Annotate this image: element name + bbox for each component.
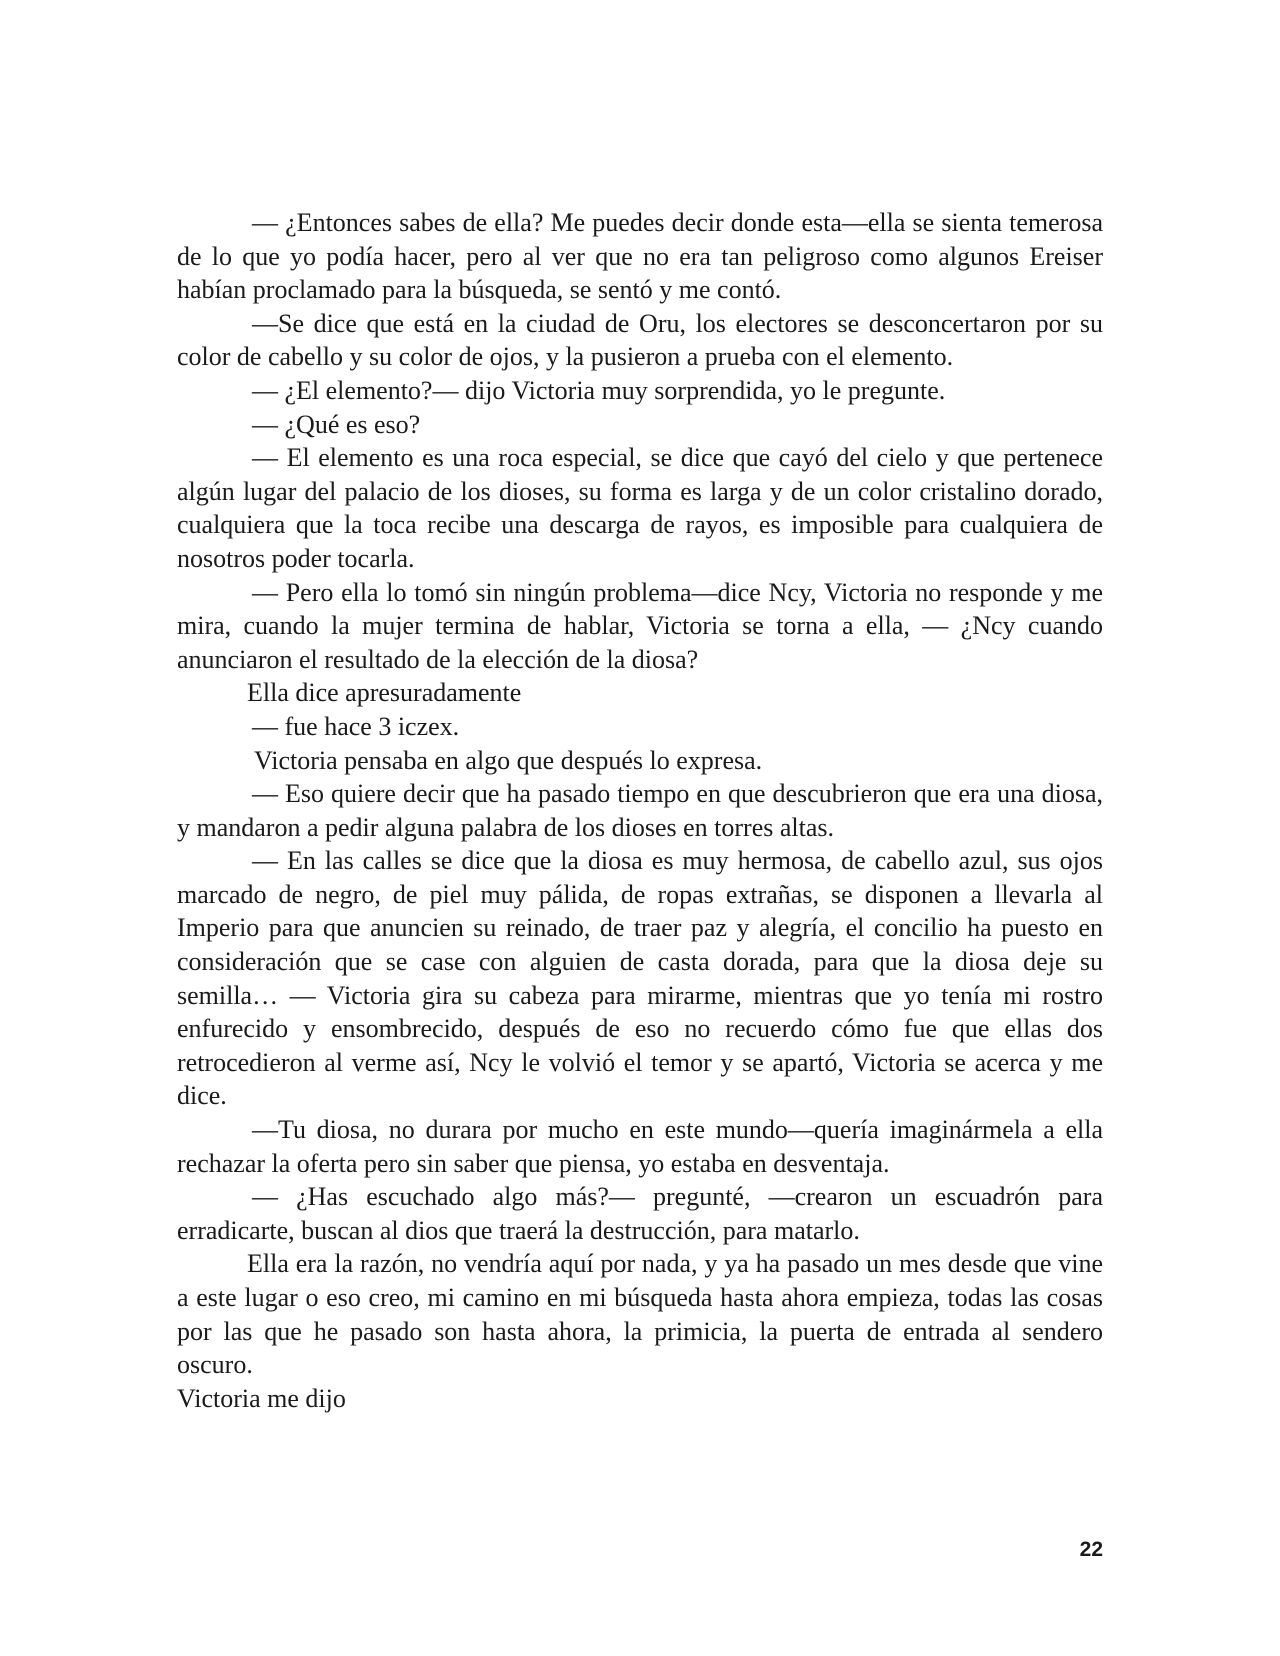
paragraph: Victoria me dijo bbox=[177, 1383, 346, 1413]
paragraph: — fue hace 3 iczex. bbox=[252, 711, 460, 741]
paragraph: — ¿El elemento?— dijo Victoria muy sorprendida, yo le pregunte. bbox=[252, 375, 946, 405]
paragraph: — ¿Has escuchado algo más?— pregunté, —crearon un escuadrón para erradicarte, buscan al dios que traerá la destrucción, para matarlo. bbox=[177, 1182, 1103, 1245]
paragraph: — El elemento es una roca especial, se dice que cayó del cielo y que pertenece algún lugar del palacio de los dioses, su forma es larga y de un color cristalino dorado, cualquiera que la toca recibe una descarga de rayos, es imposible para cualquiera de nosotros poder tocarla. bbox=[177, 443, 1103, 573]
body-text bbox=[177, 206, 1103, 1415]
paragraph: — ¿Entonces sabes de ella? Me puedes decir donde esta—ella se sienta temerosa de lo que yo podía hacer, pero al ver que no era tan peligroso como algunos Ereiser habían proclamado para la búsqueda, se sentó y me contó. bbox=[177, 208, 1103, 305]
paragraph: — Eso quiere decir que ha pasado tiempo en que descubrieron que era una diosa, y mandaron a pedir alguna palabra de los dioses en torres altas. bbox=[177, 779, 1103, 842]
paragraph: —Tu diosa, no durara por mucho en este mundo—quería imaginármela a ella rechazar la oferta pero sin saber que piensa, yo estaba en desventaja. bbox=[177, 1115, 1103, 1178]
paragraph: — En las calles se dice que la diosa es muy hermosa, de cabello azul, sus ojos marcado de negro, de piel muy pálida, de ropas extrañas, se disponen a llevarla al Imperio para que anuncien su reinado, de traer paz y alegría, el concilio ha puesto en consideración que se case con alguien de casta dorada, para que la diosa deje su semilla… — Victoria gira su cabeza para mirarme, mientras que yo tenía mi rostro enfurecido y ensombrecido, después de eso no recuerdo cómo fue que ellas dos retrocedieron al verme así, Ncy le volvió el temor y se apartó, Victoria se acerca y me dice. bbox=[177, 846, 1103, 1111]
paragraph: — Pero ella lo tomó sin ningún problema—dice Ncy, Victoria no responde y me mira, cuando la mujer termina de hablar, Victoria se torna a ella, — ¿Ncy cuando anunciaron el resultado de la elección de la diosa? bbox=[177, 577, 1103, 674]
paragraph: —Se dice que está en la ciudad de Oru, los electores se desconcertaron por su color de cabello y su color de ojos, y la pusieron a prueba con el elemento. bbox=[177, 308, 1103, 372]
paragraph: Victoria pensaba en algo que después lo expresa. bbox=[254, 745, 763, 775]
paragraph: Ella era la razón, no vendría aquí por nada, y ya ha pasado un mes desde que vine a este lugar o eso creo, mi camino en mi búsqueda hasta ahora empieza, todas las cosas por las que he pasado son hasta ahora, la primicia, la puerta de entrada al sendero oscuro. bbox=[177, 1249, 1103, 1380]
page-number: 22 bbox=[1079, 1538, 1103, 1561]
paragraph: — ¿Qué es eso? bbox=[252, 409, 421, 439]
paragraph: Ella dice apresuradamente bbox=[247, 678, 522, 708]
